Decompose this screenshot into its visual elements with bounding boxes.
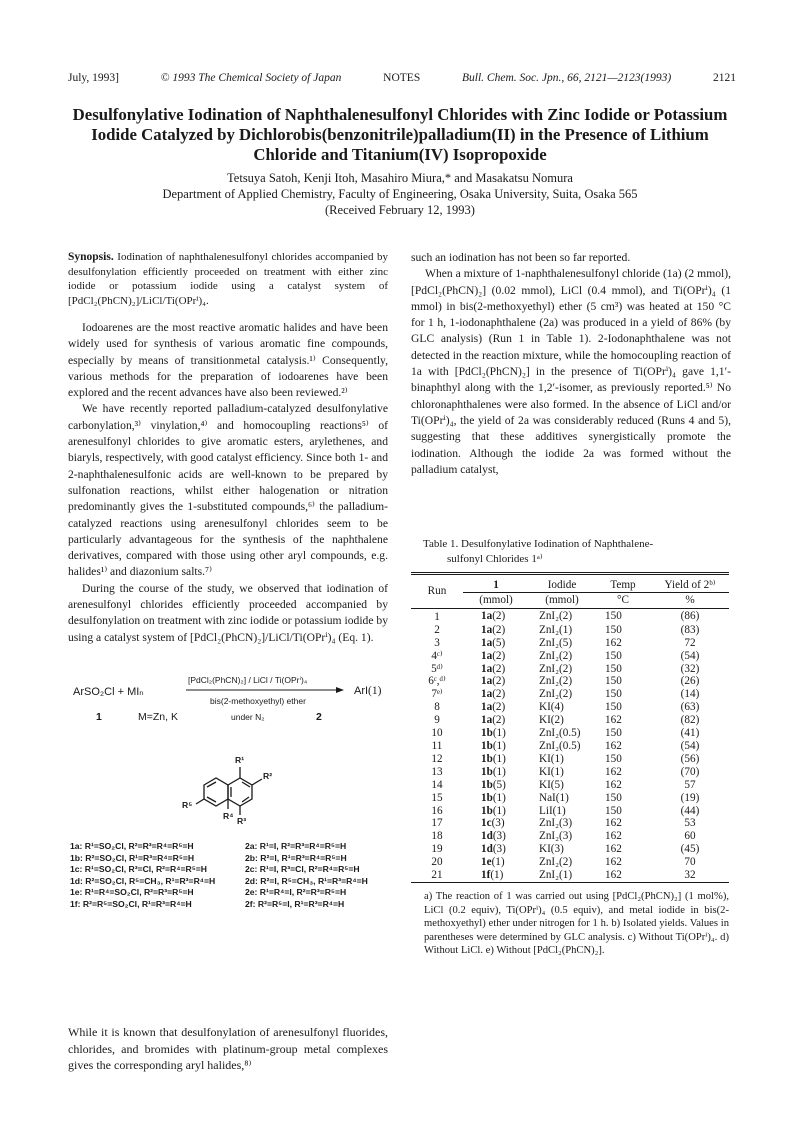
cell-substrate: 1b(1) bbox=[481, 765, 506, 778]
table-row bbox=[411, 779, 729, 792]
synopsis-text: Iodination of naphthalenesulfonyl chlorides accompanied by desulfonylation efficiently proceeded on treatment with either zinc iodide or potassium iodide using a catalyst system of [PdCl₂(PhCN)₂]/LiCl/Ti(OPrⁱ)₄. bbox=[68, 251, 389, 307]
cell-temp: 150 bbox=[605, 649, 622, 662]
table-row bbox=[411, 675, 729, 688]
left-column-body bbox=[68, 320, 388, 646]
eq-product: ArI bbox=[354, 685, 369, 697]
cell-yield: (19) bbox=[680, 791, 700, 804]
cell-temp: 162 bbox=[605, 843, 622, 856]
eq-label-2: 2 bbox=[316, 711, 322, 723]
cell-run: 4ᶜ⁾ bbox=[431, 649, 443, 662]
cell-substrate: 1a(2) bbox=[481, 675, 506, 688]
cell-run: 5ᵈ⁾ bbox=[431, 662, 443, 675]
cell-substrate: 1d(3) bbox=[481, 843, 506, 856]
unit-iodide: (mmol) bbox=[529, 592, 595, 608]
cell-run: 11 bbox=[431, 739, 443, 752]
affiliation: Department of Applied Chemistry, Faculty of Engineering, Osaka University, Suita, Osaka 565 bbox=[162, 187, 638, 201]
table-row bbox=[411, 663, 729, 676]
table-row bbox=[411, 637, 729, 650]
table-row bbox=[411, 624, 729, 637]
compound-list-1 bbox=[70, 841, 250, 910]
cell-temp: 150 bbox=[605, 752, 622, 765]
paragraph-observation: During the course of the study, we observed that iodination of arenesulfonyl chlorides efficiently proceeded accompanied by desulfonylation on treatment with zinc iodide or potassium iodide by using a catalyst system of [PdCl₂(PhCN)₂]/LiCl/Ti(OPrⁱ)₄ (Eq. 1). bbox=[68, 581, 388, 644]
cell-yield: 57 bbox=[684, 778, 696, 791]
table-caption-line1: Table 1. Desulfonylative Iodination of Naphthalene- bbox=[423, 538, 654, 550]
table-footnote: a) The reaction of 1 was carried out using [PdCl₂(PhCN)₂] (1 mol%), LiCl (0.2 equiv), Ti(OPrⁱ)₄ (0.5 equiv), and metal iodide in bis(2-methoxyethyl) ether under nitrogen for 1 h. b) Isolated yields. Values in parentheses were determined by GLC analysis. c) Without Ti(OPrⁱ)₄. d) Without LiCl. e) Without [PdCl₂(PhCN)₂]. bbox=[424, 891, 729, 957]
cell-run: 15 bbox=[431, 791, 443, 804]
substituent-r5: R⁵ bbox=[182, 800, 193, 810]
table-row bbox=[411, 608, 729, 623]
cell-run: 21 bbox=[431, 869, 443, 882]
eq-label-1: 1 bbox=[96, 711, 102, 723]
cell-substrate: 1a(2) bbox=[481, 701, 506, 714]
cell-iodide: ZnI₂(1) bbox=[539, 869, 573, 882]
cell-run: 13 bbox=[431, 765, 443, 778]
cell-temp: 162 bbox=[605, 739, 622, 752]
cell-iodide: KI(5) bbox=[539, 778, 564, 791]
cell-run: 18 bbox=[431, 830, 443, 843]
equation-1 bbox=[68, 675, 388, 725]
paragraph-background: We have recently reported palladium-catalyzed desulfonylative carbonylation,³⁾ vinylation,⁴⁾ and homocoupling reactions⁵⁾ of arenesulfonyl chlorides to give aromatic esters, arylethenes, and biaryls, respectively, with good catalyst efficiency. Since both 1- and 2-naphthalenesulfonic acids are well-known to be prepared by sulfonation reactions, whilst either halogenation or nitration predominantly gives the 1-substituted compounds,⁶⁾ the palladium-catalyzed reactions using arenesulfonyl chlorides seem to be particularly advantageous for the synthesis of the naphthalene derivatives, compared with those using other aryl compounds, e.g. halides¹⁾ and diazonium salts.⁷⁾ bbox=[68, 402, 388, 579]
cell-yield: 70 bbox=[684, 856, 696, 869]
table-row bbox=[411, 766, 729, 779]
naphthalene-ring-drawing bbox=[170, 755, 290, 835]
cell-substrate: 1a(2) bbox=[481, 649, 506, 662]
cell-iodide: NaI(1) bbox=[539, 791, 569, 804]
cell-substrate: 1b(1) bbox=[481, 791, 506, 804]
compound-def: 1b: R²=SO₂Cl, R¹=R³=R⁴=R⁵=H bbox=[70, 852, 195, 863]
cell-yield: (86) bbox=[680, 609, 700, 622]
cell-temp: 162 bbox=[605, 869, 622, 882]
cell-yield: (54) bbox=[680, 739, 700, 752]
cell-iodide: ZnI₂(2) bbox=[539, 675, 573, 688]
cell-iodide: KI(3) bbox=[539, 843, 564, 856]
eq-number: (1) bbox=[368, 685, 382, 697]
running-header bbox=[68, 72, 736, 84]
data-table bbox=[411, 575, 729, 883]
cell-yield: (70) bbox=[680, 765, 700, 778]
compound-def: 1e: R¹=R⁴=SO₂Cl, R²=R³=R⁵=H bbox=[70, 887, 194, 897]
cell-yield: 72 bbox=[684, 636, 696, 649]
reaction-arrow bbox=[186, 686, 344, 694]
cell-run: 1 bbox=[434, 610, 440, 623]
header-substrate: 1 bbox=[493, 579, 499, 591]
cell-temp: 150 bbox=[605, 727, 622, 740]
header-page: 2121 bbox=[713, 72, 736, 84]
compound-def: 2c: R¹=I, R³=Cl, R²=R⁴=R⁵=H bbox=[245, 864, 360, 874]
cell-yield: (44) bbox=[680, 804, 700, 817]
cell-yield: 53 bbox=[684, 817, 696, 830]
author-block bbox=[60, 170, 740, 218]
cell-yield: 60 bbox=[684, 830, 696, 843]
table-row bbox=[411, 805, 729, 818]
cell-temp: 162 bbox=[605, 714, 622, 727]
table-row bbox=[411, 650, 729, 663]
eq-metals: M=Zn, K bbox=[138, 711, 178, 723]
cell-temp: 150 bbox=[605, 804, 622, 817]
cell-run: 19 bbox=[431, 843, 443, 856]
cell-substrate: 1b(1) bbox=[481, 752, 506, 765]
paragraph-results: When a mixture of 1-naphthalenesulfonyl chloride (1a) (2 mmol), [PdCl₂(PhCN)₂] (0.02 mmol), LiCl (0.4 mmol), and Ti(OPrⁱ)₄ (1 mmol) in bis(2-methoxyethyl) ether (5 cm³) was heated at 150 °C for 1 h, 1-iodonaphthalene (2a) was produced in a yield of 86% (by GLC analysis) (Run 1 in Table 1). 2-Iodonaphthalene was not detected in the reaction mixture, while the homocoupling reaction of 1a with [PdCl₂(PhCN)₂] in the presence of Ti(OPrⁱ)₄ gave 1,1′-binaphthyl along with the 1,2′-isomer, as previously reported.⁵⁾ No chloronaphthalenes were also formed. In the absence of LiCl and/or Ti(OPrⁱ)₄, the yield of 2a was considerably reduced (Runs 4 and 5), suggesting that these additives synergistically promote the iodination. Although the iodide 2a was formed without the palladium catalyst, bbox=[411, 267, 731, 476]
cell-temp: 162 bbox=[605, 830, 622, 843]
cell-run: 12 bbox=[431, 752, 443, 765]
cell-temp: 162 bbox=[605, 817, 622, 830]
paragraph-continuation: such an iodination has not been so far reported. bbox=[411, 251, 631, 264]
table-row bbox=[411, 830, 729, 843]
cell-substrate: 1d(3) bbox=[481, 830, 506, 843]
cell-iodide: ZnI₂(0.5) bbox=[539, 727, 581, 740]
authors: Tetsuya Satoh, Kenji Itoh, Masahiro Miura,* and Masakatsu Nomura bbox=[227, 171, 573, 185]
cell-iodide: KI(4) bbox=[539, 701, 564, 714]
table-row bbox=[411, 869, 729, 882]
naphthalene-structure bbox=[170, 755, 290, 835]
cell-temp: 150 bbox=[605, 662, 622, 675]
cell-yield: 32 bbox=[684, 869, 696, 882]
cell-temp: 150 bbox=[605, 675, 622, 688]
cell-run: 10 bbox=[431, 727, 443, 740]
table-row bbox=[411, 817, 729, 830]
header-run: Run bbox=[427, 585, 447, 597]
cell-temp: 162 bbox=[605, 778, 622, 791]
header-iodide: Iodide bbox=[547, 579, 577, 591]
table-row bbox=[411, 856, 729, 869]
cell-temp: 162 bbox=[605, 856, 622, 869]
paper-title: Desulfonylative Iodination of Naphthalenesulfonyl Chlorides with Zinc Iodide or Potassium Iodide Catalyzed by Dichlorobis(benzonitrile)palladium(II) in the Presence of Lithium Chloride and Titanium(IV) Isopropoxide bbox=[72, 105, 728, 164]
header-journal: Bull. Chem. Soc. Jpn., 66, 2121—2123(1993) bbox=[462, 72, 672, 84]
cell-substrate: 1b(5) bbox=[481, 778, 506, 791]
cell-iodide: ZnI₂(2) bbox=[539, 688, 573, 701]
cell-iodide: ZnI₂(5) bbox=[539, 636, 573, 649]
received-date: (Received February 12, 1993) bbox=[325, 203, 475, 217]
table-row bbox=[411, 727, 729, 740]
cell-run: 3 bbox=[434, 636, 440, 649]
table-row bbox=[411, 753, 729, 766]
paragraph-desulfonylation: While it is known that desulfonylation of arenesulfonyl fluorides, chlorides, and bromides with platinum-group metal complexes gives the corresponding aryl halides,⁸⁾ bbox=[68, 1025, 388, 1072]
header-section: NOTES bbox=[383, 72, 421, 84]
table-caption bbox=[423, 537, 723, 566]
cell-yield: (41) bbox=[680, 727, 700, 740]
table-row bbox=[411, 792, 729, 805]
cell-iodide: ZnI₂(2) bbox=[539, 856, 573, 869]
cell-temp: 150 bbox=[605, 623, 622, 636]
header-date: July, 1993] bbox=[68, 72, 120, 84]
cell-yield: (26) bbox=[680, 675, 700, 688]
cell-yield: (54) bbox=[680, 649, 700, 662]
substituent-r4: R⁴ bbox=[223, 811, 234, 821]
substituent-r3: R³ bbox=[237, 816, 247, 826]
cell-temp: 150 bbox=[605, 701, 622, 714]
unit-temp: °C bbox=[595, 592, 651, 608]
compound-def: 1d: R²=SO₂Cl, R⁵=CH₃, R¹=R³=R⁴=H bbox=[70, 875, 216, 886]
cell-iodide: ZnI₂(2) bbox=[539, 609, 573, 622]
cell-run: 6ᶜ,ᵈ⁾ bbox=[428, 675, 446, 688]
eq-atmosphere: under N₂ bbox=[231, 712, 265, 722]
cell-yield: (83) bbox=[680, 623, 700, 636]
header-yield: Yield of 2ᵇ⁾ bbox=[664, 579, 716, 591]
cell-run: 20 bbox=[431, 856, 443, 869]
substituent-r1: R¹ bbox=[235, 755, 245, 765]
compound-def: 2d: R²=I, R⁵=CH₃, R¹=R³=R⁴=H bbox=[245, 875, 368, 886]
cell-substrate: 1a(2) bbox=[481, 688, 506, 701]
synopsis bbox=[68, 250, 388, 308]
cell-iodide: ZnI₂(2) bbox=[539, 649, 573, 662]
cell-iodide: KI(2) bbox=[539, 714, 564, 727]
synopsis-label: Synopsis. bbox=[68, 251, 114, 263]
paragraph-intro: Iodoarenes are the most reactive aromatic halides and have been widely used for synthesis of various aromatic fine compounds, especially by means of transitionmetal catalysis.¹⁾ Consequently, various methods for the preparation of iodoarenes have been explored and the recent advances have also been reviewed.²⁾ bbox=[68, 321, 388, 400]
cell-iodide: KI(1) bbox=[539, 765, 564, 778]
cell-substrate: 1f(1) bbox=[481, 869, 504, 882]
eq-reactants: ArSO₂Cl + MIₙ bbox=[73, 686, 144, 698]
cell-temp: 150 bbox=[605, 791, 622, 804]
cell-iodide: ZnI₂(2) bbox=[539, 662, 573, 675]
header-temp: Temp bbox=[610, 579, 636, 591]
compound-def: 1c: R¹=SO₂Cl, R³=Cl, R²=R⁴=R⁵=H bbox=[70, 864, 207, 874]
cell-run: 9 bbox=[434, 714, 440, 727]
cell-substrate: 1a(2) bbox=[481, 662, 506, 675]
cell-yield: (45) bbox=[680, 843, 700, 856]
cell-substrate: 1a(2) bbox=[481, 714, 506, 727]
cell-run: 8 bbox=[434, 701, 440, 714]
compound-def: 2e: R¹=R⁴=I, R²=R³=R⁵=H bbox=[245, 887, 347, 897]
table-caption-line2: sulfonyl Chlorides 1ᵃ⁾ bbox=[447, 552, 543, 565]
cell-run: 2 bbox=[434, 623, 440, 636]
cell-yield: (82) bbox=[680, 714, 700, 727]
unit-yield: % bbox=[651, 592, 729, 608]
table-row bbox=[411, 740, 729, 753]
cell-iodide: ZnI₂(1) bbox=[539, 623, 573, 636]
cell-yield: (32) bbox=[680, 662, 700, 675]
cell-run: 17 bbox=[431, 817, 443, 830]
cell-yield: (14) bbox=[680, 688, 700, 701]
cell-run: 7ᵉ⁾ bbox=[431, 688, 443, 701]
cell-temp: 150 bbox=[605, 688, 622, 701]
substituent-r2: R² bbox=[263, 771, 273, 781]
cell-iodide: LiI(1) bbox=[539, 804, 566, 817]
cell-substrate: 1b(1) bbox=[481, 727, 506, 740]
cell-temp: 150 bbox=[605, 609, 622, 622]
table-row bbox=[411, 714, 729, 727]
cell-yield: (63) bbox=[680, 701, 700, 714]
cell-substrate: 1b(1) bbox=[481, 804, 506, 817]
cell-substrate: 1b(1) bbox=[481, 739, 506, 752]
eq-conditions-top: [PdCl₂(PhCN)₂] / LiCl / Ti(OPrⁱ)₄ bbox=[188, 675, 308, 685]
cell-substrate: 1a(2) bbox=[481, 623, 506, 636]
table-row bbox=[411, 701, 729, 714]
eq-conditions-bottom: bis(2-methoxyethyl) ether bbox=[210, 696, 306, 706]
cell-substrate: 1e(1) bbox=[481, 856, 505, 869]
table-row bbox=[411, 688, 729, 701]
cell-iodide: KI(1) bbox=[539, 752, 564, 765]
compound-def: 2b: R²=I, R¹=R³=R⁴=R⁵=H bbox=[245, 852, 347, 863]
cell-iodide: ZnI₂(3) bbox=[539, 817, 573, 830]
header-copyright: © 1993 The Chemical Society of Japan bbox=[160, 72, 342, 84]
cell-substrate: 1c(3) bbox=[481, 817, 505, 830]
compound-def: 2a: R¹=I, R²=R³=R⁴=R⁵=H bbox=[245, 841, 347, 851]
cell-run: 14 bbox=[431, 778, 443, 791]
table-1 bbox=[411, 572, 729, 883]
unit-substrate: (mmol) bbox=[463, 592, 529, 608]
table-row bbox=[411, 843, 729, 856]
compound-def: 2f: R²=R⁵=I, R¹=R³=R⁴=H bbox=[245, 898, 345, 909]
cell-substrate: 1a(2) bbox=[481, 609, 506, 622]
cell-iodide: ZnI₂(0.5) bbox=[539, 739, 581, 752]
compound-def: 1f: R²=R⁵=SO₂Cl, R¹=R³=R⁴=H bbox=[70, 898, 192, 909]
right-column-body bbox=[411, 250, 731, 478]
compound-def: 1a: R¹=SO₂Cl, R²=R³=R⁴=R⁵=H bbox=[70, 841, 194, 851]
cell-run: 16 bbox=[431, 804, 443, 817]
cell-temp: 162 bbox=[605, 765, 622, 778]
cell-yield: (56) bbox=[680, 752, 700, 765]
cell-iodide: ZnI₂(3) bbox=[539, 830, 573, 843]
cell-temp: 162 bbox=[605, 636, 622, 649]
compound-list-2 bbox=[245, 841, 395, 910]
cell-substrate: 1a(5) bbox=[481, 636, 506, 649]
